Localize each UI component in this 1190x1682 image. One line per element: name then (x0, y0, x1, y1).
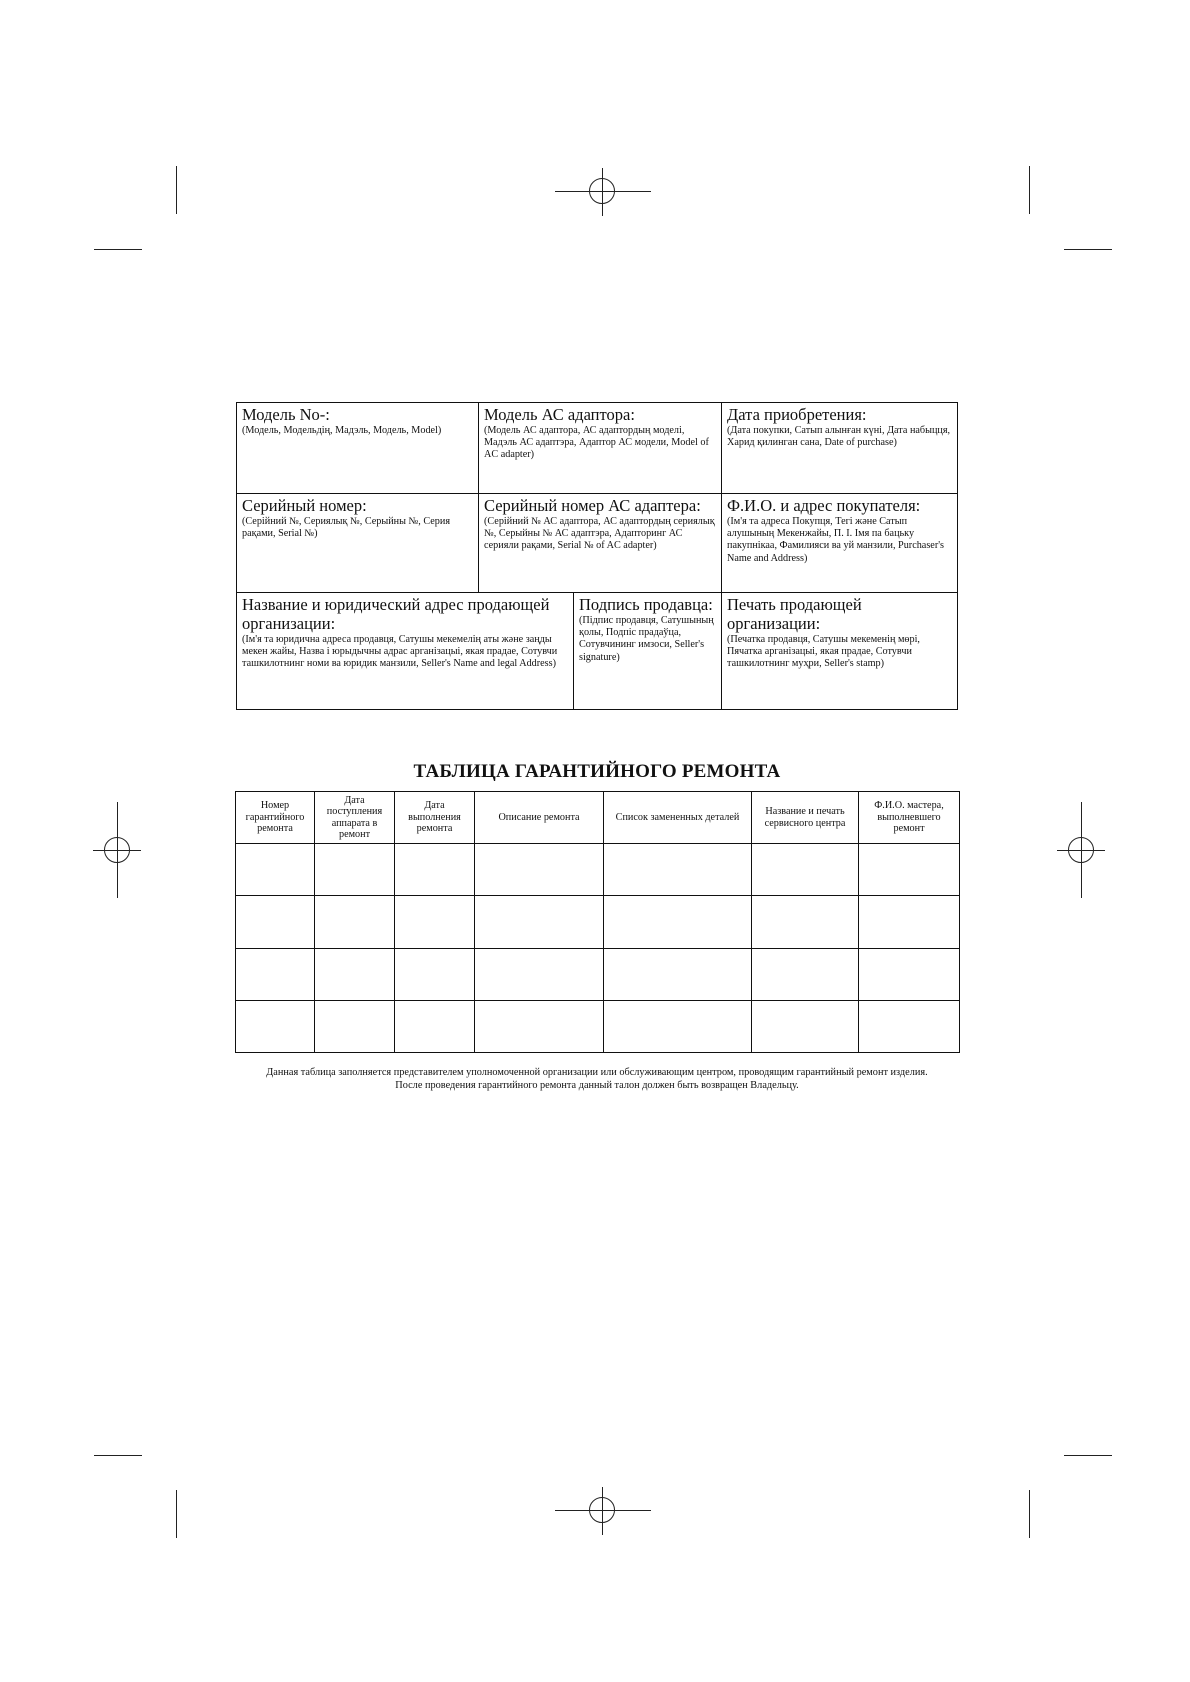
adapter-serial-translations: (Серійний № АС адаптора, АС адаптордың сериялық №, Серыйны № АС адаптэра, Адапторинг АС серияли рақами, Serial № of AC adapter) (484, 516, 715, 552)
table-cell[interactable] (315, 896, 395, 948)
serial-label: Серийный номер: (242, 496, 367, 515)
col-received-date: Дата поступления аппарата в ремонт (315, 792, 395, 844)
adapter-model-field[interactable] (479, 403, 721, 493)
seller-signature-label: Подпись продавца: (579, 595, 713, 614)
col-repair-description: Описание ремонта (475, 792, 604, 844)
table-row (236, 896, 960, 948)
serial-translations: (Серійний №, Сериялық №, Серыйны №, Серия рақами, Serial №) (242, 516, 450, 540)
warranty-card (236, 402, 958, 710)
adapter-serial-label: Серийный номер АС адаптера: (484, 496, 701, 515)
crop-mark (94, 249, 142, 250)
table-cell[interactable] (395, 844, 475, 896)
table-cell[interactable] (604, 844, 752, 896)
col-replaced-parts: Список замененных деталей (604, 792, 752, 844)
table-cell[interactable] (315, 948, 395, 1000)
seller-stamp-field[interactable] (722, 593, 957, 709)
table-cell[interactable] (395, 1000, 475, 1052)
repair-header-row (236, 792, 960, 844)
table-cell[interactable] (604, 948, 752, 1000)
model-label: Модель No-: (242, 405, 330, 424)
seller-stamp-translations: (Печатка продавця, Сатушы мекеменің мөрі, Пячатка арганізацыі, якая прадае, Сотувчи ташкилотнинг муҳри, Seller's stamp) (727, 634, 920, 670)
crop-mark (176, 1490, 177, 1538)
table-cell[interactable] (475, 948, 604, 1000)
table-cell[interactable] (236, 948, 315, 1000)
buyer-field[interactable] (722, 494, 957, 592)
table-cell[interactable] (752, 896, 859, 948)
seller-signature-field[interactable] (574, 593, 721, 709)
table-cell[interactable] (475, 896, 604, 948)
footnote-line-1: Данная таблица заполняется представителем уполномоченной организации или обслуживающим центром, проводящим гарантийный ремонт изделия. (266, 1067, 928, 1078)
table-cell[interactable] (752, 1000, 859, 1052)
table-cell[interactable] (859, 844, 960, 896)
table-cell[interactable] (859, 896, 960, 948)
table-cell[interactable] (315, 1000, 395, 1052)
crop-mark (176, 166, 177, 214)
purchase-date-label: Дата приобретения: (727, 405, 867, 424)
seller-signature-translations: (Підпис продавця, Сатушының қолы, Подпіс прадаўца, Сотувчининг имзоси, Seller's signature) (579, 615, 714, 663)
table-cell[interactable] (475, 844, 604, 896)
purchase-date-field[interactable] (722, 403, 957, 493)
footnote-line-2: После проведения гарантийного ремонта данный талон должен быть возвращен Владельцу. (395, 1079, 799, 1091)
repair-table-title: ТАБЛИЦА ГАРАНТИЙНОГО РЕМОНТА (413, 761, 781, 782)
table-cell[interactable] (315, 844, 395, 896)
seller-org-label: Название и юридический адрес продающей организации: (242, 595, 550, 633)
table-cell[interactable] (475, 1000, 604, 1052)
crop-mark (1029, 166, 1030, 214)
footnote (236, 1067, 958, 1092)
table-cell[interactable] (236, 896, 315, 948)
serial-field[interactable] (237, 494, 478, 592)
table-cell[interactable] (859, 1000, 960, 1052)
table-cell[interactable] (859, 948, 960, 1000)
col-service-center: Название и печать сервисного центра (752, 792, 859, 844)
table-row (236, 1000, 960, 1052)
repair-table (235, 791, 960, 1053)
col-completed-date: Дата выполнения ремонта (395, 792, 475, 844)
table-row (236, 844, 960, 896)
seller-org-translations: (Ім'я та юридична адреса продавця, Сатушы мекемелің аты және заңды мекен жайы, Назва і юрыдычны адрас арганізацыі, якая прадае, Сотувчи ташкилотнинг номи ва юридик манзили, Seller's Name and legal Address) (242, 634, 558, 670)
table-cell[interactable] (236, 1000, 315, 1052)
buyer-label: Ф.И.О. и адрес покупателя: (727, 496, 921, 515)
col-repair-number: Номер гарантийного ремонта (236, 792, 315, 844)
table-cell[interactable] (604, 1000, 752, 1052)
seller-stamp-label: Печать продающей организации: (727, 595, 862, 633)
adapter-serial-field[interactable] (479, 494, 721, 592)
table-row (236, 948, 960, 1000)
crop-mark (1064, 1455, 1112, 1456)
crop-mark (1064, 249, 1112, 250)
adapter-model-translations: (Модель АС адаптора, АС адаптордың моделі, Мадэль АС адаптэра, Адаптор АС модели, Model of AC adapter) (484, 425, 709, 461)
model-translations: (Модель, Модельдің, Мадэль, Модель, Model) (242, 425, 442, 436)
model-field[interactable] (237, 403, 478, 493)
table-cell[interactable] (395, 948, 475, 1000)
purchase-date-translations: (Дата покупки, Сатып алынған күні, Дата набыцця, Харид қилинган сана, Date of purchase) (727, 425, 951, 449)
buyer-translations: (Ім'я та адреса Покупця, Тегі және Сатып алушының Мекенжайы, П. І. Імя па бацьку пакупнікаа, Фамилияси ва уй манзили, Purchaser's Name and Address) (727, 516, 945, 564)
table-cell[interactable] (604, 896, 752, 948)
crop-mark (94, 1455, 142, 1456)
col-technician: Ф.И.О. мастера, выполневшего ремонт (859, 792, 960, 844)
table-cell[interactable] (752, 948, 859, 1000)
table-cell[interactable] (236, 844, 315, 896)
table-cell[interactable] (752, 844, 859, 896)
adapter-model-label: Модель АС адаптора: (484, 405, 635, 424)
seller-org-field[interactable] (237, 593, 573, 709)
crop-mark (1029, 1490, 1030, 1538)
table-cell[interactable] (395, 896, 475, 948)
